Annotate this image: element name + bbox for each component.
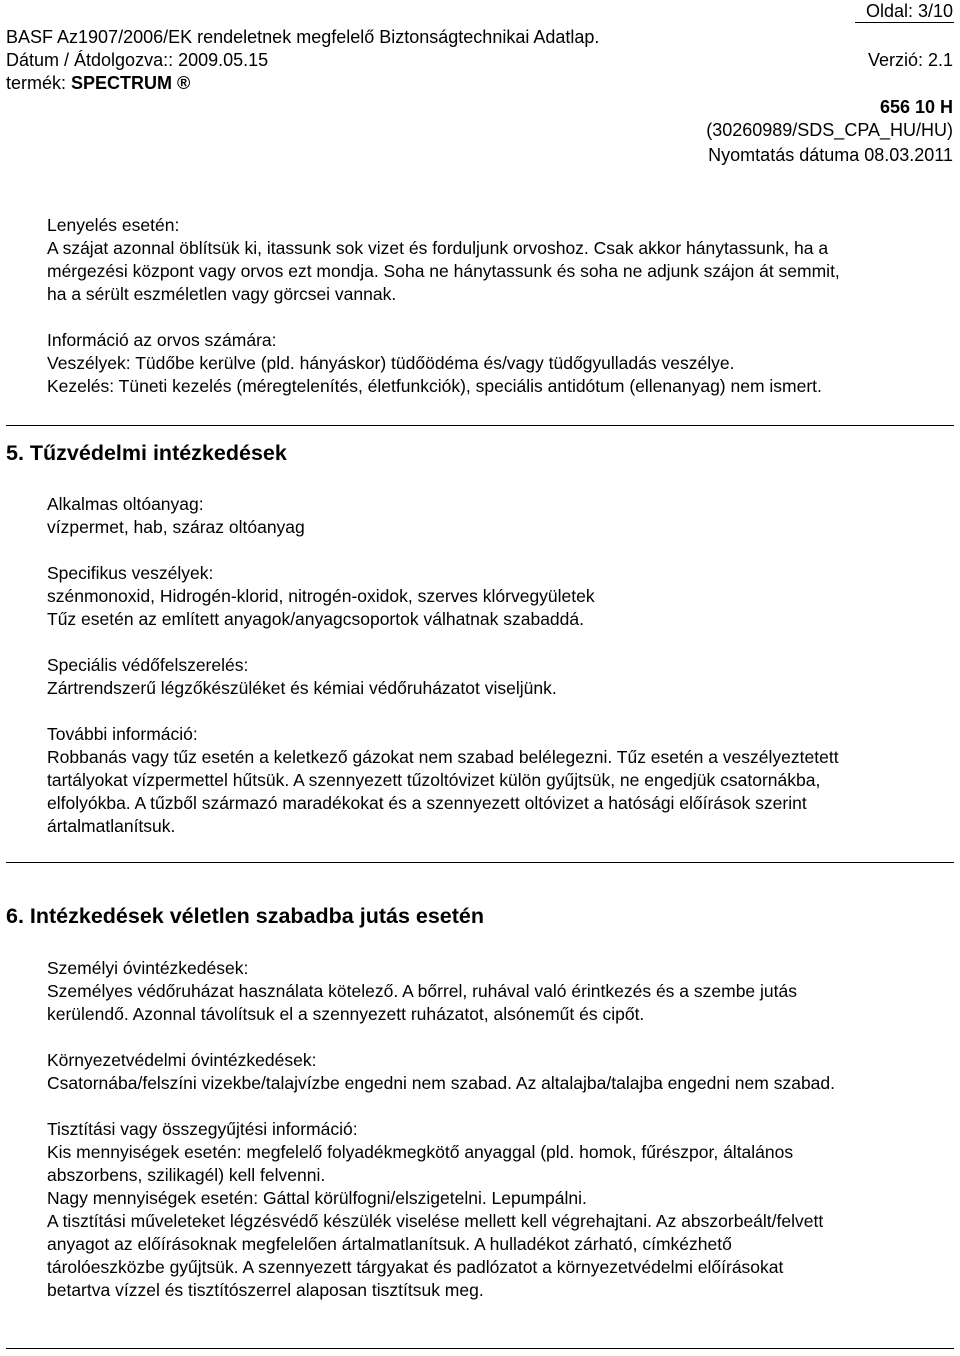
group-line: Nagy mennyiségek esetén: Gáttal körülfogni/elszigetelni. Lepumpálni. [47, 1188, 587, 1208]
group-heading: Speciális védőfelszerelés: [47, 655, 249, 675]
product-prefix: termék: [6, 73, 72, 93]
section-divider [6, 1348, 954, 1349]
section5-body [47, 493, 952, 838]
group-line: abszorbens, szilikagél) kell felvenni. [47, 1165, 326, 1185]
regulation-title: BASF Az1907/2006/EK rendeletnek megfelelő Biztonságtechnikai Adatlap. [6, 27, 600, 47]
group-line: Robbanás vagy tűz esetén a keletkező gázokat nem szabad belélegezni. Tűz esetén a veszélyeztetett [47, 747, 839, 767]
doctor-line: Veszélyek: Tüdőbe kerülve (pld. hányáskor) tüdőödéma és/vagy tüdőgyulladás veszélye. [47, 353, 735, 373]
group-line: szénmonoxid, Hidrogén-klorid, nitrogén-oxidok, szerves klórvegyületek [47, 586, 595, 606]
group-line: Csatornába/felszíni vizekbe/talajvízbe engedni nem szabad. Az altalajba/talajba engedni nem szabad. [47, 1073, 836, 1093]
swallow-line: A szájat azonnal öblítsük ki, itassunk sok vizet és forduljunk orvoshoz. Csak akkor hánytassunk, ha a [47, 238, 829, 258]
doctor-line: Kezelés: Tüneti kezelés (méregtelenítés, életfunkciók), speciális antidótum (ellenanyag) nem ismert. [47, 376, 822, 396]
group-line: Zártrendszerű légzőkészüléket és kémiai védőruházatot viseljünk. [47, 678, 557, 698]
group-heading: Környezetvédelmi óvintézkedések: [47, 1050, 317, 1070]
product-name: SPECTRUM ® [71, 73, 191, 93]
group-line: Személyes védőruházat használata kötelező. A bőrrel, ruhával való érintkezés és a szembe jutás [47, 981, 797, 1001]
group-line: A tisztítási műveleteket légzésvédő készülék viselése mellett kell végrehajtani. Az abszorbeált/felvett [47, 1211, 824, 1231]
swallow-line: ha a sérült eszméletlen vagy görcsei vannak. [47, 284, 397, 304]
product-line [6, 72, 190, 94]
section6-title: 6. Intézkedések véletlen szabadba jutás esetén [6, 904, 484, 928]
swallow-heading: Lenyelés esetén: [47, 215, 180, 235]
group-heading: Személyi óvintézkedések: [47, 958, 249, 978]
section-divider [6, 862, 954, 863]
group-heading: Specifikus veszélyek: [47, 563, 214, 583]
group-line: ártalmatlanítsuk. [47, 816, 176, 836]
group-line: tartályokat vízpermettel hűtsük. A szennyezett tűzoltóvizet külön gyűjtsük, ne engedjük csatornákba, [47, 770, 821, 790]
group-line: anyagot az előírásoknak megfelelően ártalmatlanítsuk. A hulladékot zárható, címkézhető [47, 1234, 732, 1254]
group-line: Tűz esetén az említett anyagok/anyagcsoportok válhatnak szabaddá. [47, 609, 584, 629]
swallow-line: mérgezési központ vagy orvos ezt mondja. Soha ne hánytassunk és soha ne adjunk szájon át semmit, [47, 261, 840, 281]
revision-date: Dátum / Átdolgozva:: 2009.05.15 [6, 50, 269, 70]
print-date: Nyomtatás dátuma 08.03.2011 [708, 145, 953, 165]
group-heading: Alkalmas oltóanyag: [47, 494, 204, 514]
doctor-heading: Információ az orvos számára: [47, 330, 277, 350]
version: Verzió: 2.1 [867, 50, 953, 70]
document-id: (30260989/SDS_CPA_HU/HU) [706, 120, 953, 140]
section4-tail [47, 214, 952, 398]
page-number: Oldal: 3/10 [865, 1, 953, 21]
group-heading: További információ: [47, 724, 198, 744]
group-line: Kis mennyiségek esetén: megfelelő folyadékmegkötő anyaggal (pld. homok, fűrészpor, általános [47, 1142, 794, 1162]
group-line: tárolóeszközbe gyűjtsük. A szennyezett tárgyakat és padlózatot a környezetvédelmi előírásokat [47, 1257, 784, 1277]
section-divider [6, 425, 954, 426]
section6-body [47, 957, 952, 1302]
group-line: vízpermet, hab, száraz oltóanyag [47, 517, 305, 537]
group-line: betartva vízzel és tisztítószerrel alaposan tisztítsuk meg. [47, 1280, 484, 1300]
group-heading: Tisztítási vagy összegyűjtési információ: [47, 1119, 358, 1139]
section5-title: 5. Tűzvédelmi intézkedések [6, 441, 287, 465]
page-number-underline [855, 22, 954, 23]
group-line: elfolyókba. A tűzből származó maradékokat és a szennyezett oltóvizet a hatósági előírások szerint [47, 793, 807, 813]
product-code: 656 10 H [879, 97, 953, 117]
group-line: kerülendő. Azonnal távolítsuk el a szennyezett ruházatot, alsóneműt és cipőt. [47, 1004, 645, 1024]
